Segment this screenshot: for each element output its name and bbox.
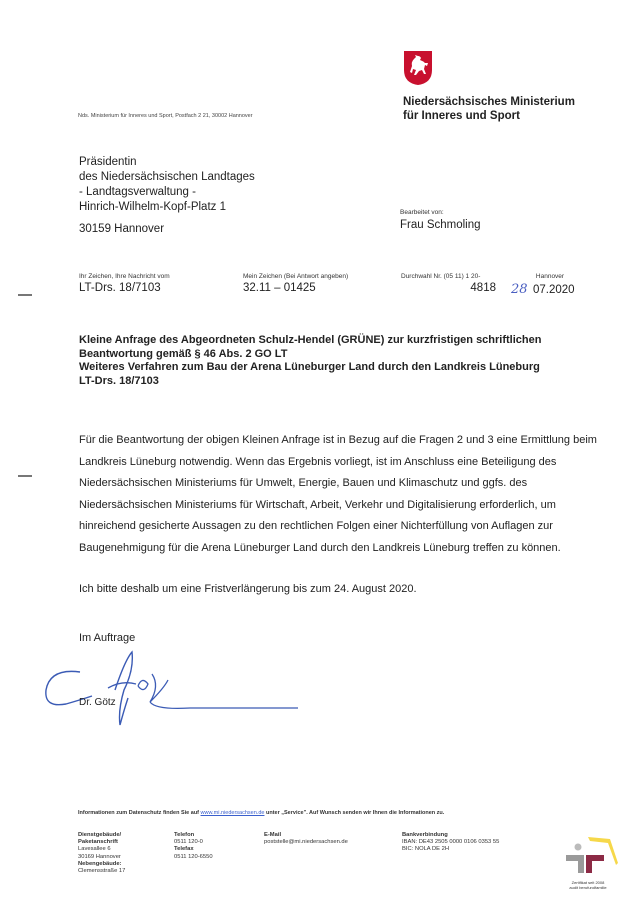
footer-heading: Dienstgebäude/ bbox=[78, 832, 122, 838]
certificate-line: audit berufundfamilie bbox=[569, 885, 607, 890]
footer-heading: Paketanschrift bbox=[78, 839, 118, 846]
your-reference-label: Ihr Zeichen, Ihre Nachricht vom bbox=[79, 273, 170, 280]
privacy-link[interactable]: www.mi.niedersachsen.de bbox=[200, 810, 265, 816]
recipient-line: - Landtagsverwaltung - bbox=[79, 186, 196, 198]
recipient-city: 30159 Hannover bbox=[79, 223, 165, 235]
body-paragraph: Für die Beantwortung der obigen Kleinen Anfrage ist in Bezug auf die Fragen 2 und 3 eine Ermittlung beim Landkreis Lüneburg notwendig. Wenn das Ergebnis vorliegt, ist im Anschluss eine Beteiligung des Niedersächsischen Ministeriums für Umwelt, Energie, Bauen und Klimaschutz und ggfs. des Niedersächsischen Ministeriums für Wirtschaft, Arbeit, Verkehr und Digitalisierung erforderlich, um hinreichend gesicherte Aussagen zu den rechtlichen Folgen einer Nichterfüllung von Auflagen zur Baugenehmigung für die Arena Lüneburger Land durch den Landkreis Lüneburg treffen zu können. bbox=[79, 434, 597, 554]
direct-dial bbox=[401, 273, 496, 294]
fold-mark bbox=[18, 475, 32, 477]
your-reference-value: LT-Drs. 18/7103 bbox=[79, 282, 161, 294]
footer-heading: Nebengebäude: bbox=[78, 860, 122, 867]
sender-return-address: Nds. Ministerium für Inneres und Sport, Postfach 2 21, 30002 Hannover bbox=[78, 113, 253, 119]
privacy-suffix: unter „Service". Auf Wunsch senden wir Ihnen die Informationen zu. bbox=[265, 810, 445, 816]
lower-saxony-crest-icon bbox=[403, 50, 433, 86]
recipient-line: Präsidentin bbox=[79, 156, 137, 168]
handled-by-value: Frau Schmoling bbox=[400, 219, 481, 231]
footer-annex: Clemensstraße 17 bbox=[78, 868, 126, 875]
privacy-notice bbox=[78, 810, 444, 816]
handwritten-day: 28 bbox=[511, 282, 528, 297]
footer-street: Lavesallee 6 bbox=[78, 846, 111, 853]
date-place-label: Hannover bbox=[535, 273, 565, 280]
signer-name: Dr. Götz bbox=[79, 697, 116, 708]
my-reference-label: Mein Zeichen (Bei Antwort angeben) bbox=[243, 273, 349, 280]
body-paragraph: Ich bitte deshalb um eine Fristverlängerung bis zum 24. August 2020. bbox=[79, 583, 417, 595]
subject bbox=[79, 334, 599, 388]
footer-building bbox=[78, 832, 125, 875]
ministry-name-line1: Niedersächsisches Ministerium bbox=[403, 96, 575, 108]
footer-heading: Telefon bbox=[174, 832, 195, 838]
fold-mark bbox=[18, 294, 32, 296]
subject-line: Weiteres Verfahren zum Bau der Arena Lüneburger Land durch den Landkreis Lüneburg bbox=[79, 361, 540, 373]
my-reference bbox=[243, 273, 348, 294]
footer-phone-number: 0511 120-0 bbox=[174, 839, 203, 846]
certificate-text bbox=[548, 880, 628, 890]
recipient-line: Hinrich-Wilhelm-Kopf-Platz 1 bbox=[79, 201, 226, 213]
footer-email bbox=[264, 832, 348, 846]
your-reference bbox=[79, 273, 170, 294]
footer-fax-number: 0511 120-6550 bbox=[174, 853, 213, 860]
ministry-name bbox=[403, 95, 575, 123]
handled-by-label: Bearbeitet von: bbox=[400, 209, 444, 216]
my-reference-value: 32.11 – 01425 bbox=[243, 282, 316, 294]
footer-heading: Bankverbindung bbox=[402, 832, 448, 838]
direct-dial-label: Durchwahl Nr. (05 11) 1 20- bbox=[401, 273, 481, 280]
subject-line: Kleine Anfrage des Abgeordneten Schulz-Hendel (GRÜNE) zur kurzfristigen schriftlichen bbox=[79, 334, 542, 346]
subject-line: LT-Drs. 18/7103 bbox=[79, 374, 159, 387]
recipient-address bbox=[79, 155, 255, 237]
footer-heading: E-Mail bbox=[264, 832, 282, 838]
ministry-name-line2: für Inneres und Sport bbox=[403, 110, 520, 122]
recipient-line: des Niedersächsischen Landtages bbox=[79, 171, 255, 183]
direct-dial-value: 4818 bbox=[470, 282, 496, 294]
footer-email-address[interactable]: poststelle@mi.niedersachsen.de bbox=[264, 839, 348, 846]
subject-line: Beantwortung gemäß § 46 Abs. 2 GO LT bbox=[79, 347, 288, 360]
date-block bbox=[530, 273, 570, 280]
footer-city: 30169 Hannover bbox=[78, 853, 121, 860]
certificate-line: Zertifikat seit 2008 bbox=[571, 880, 605, 885]
footer-iban: IBAN: DE43 2505 0000 0106 0353 55 bbox=[402, 839, 500, 846]
date-month-year: 07.2020 bbox=[533, 284, 575, 296]
closing-phrase: Im Auftrage bbox=[79, 632, 136, 644]
letter-body bbox=[79, 430, 599, 621]
handwritten-signature bbox=[40, 650, 300, 730]
footer-bic: BIC: NOLA DE 2H bbox=[402, 846, 450, 853]
footer-bank bbox=[402, 832, 499, 854]
footer-phone bbox=[174, 832, 213, 861]
privacy-prefix: Informationen zum Datenschutz finden Sie auf bbox=[78, 810, 200, 816]
footer-heading: Telefax bbox=[174, 846, 194, 853]
